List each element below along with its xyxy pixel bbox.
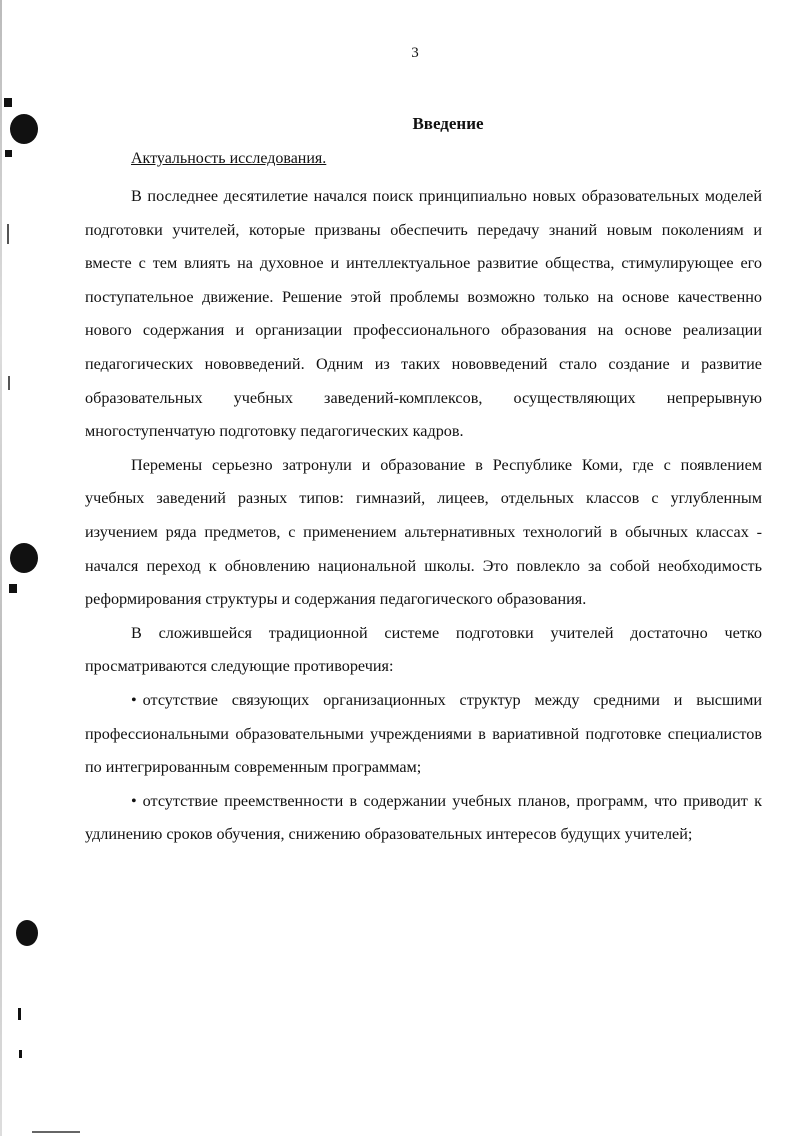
scan-hole-mark	[10, 543, 38, 573]
scan-artifact	[7, 224, 9, 244]
scan-artifact	[4, 98, 12, 107]
scan-hole-mark	[16, 920, 38, 946]
scan-edge-line	[0, 0, 2, 1136]
paragraph-3: В сложившейся традиционной системе подготовки учителей достаточно четко просматриваются следующие противоречия:	[85, 623, 762, 676]
page-number: 3	[411, 45, 419, 61]
scan-artifact	[19, 1050, 22, 1058]
bullet-item-2	[85, 785, 762, 852]
section-heading: Введение	[412, 114, 484, 133]
bullet-text: отсутствие преемственности в содержании учебных планов, программ, что приводит к удлинению сроков обучения, снижению образовательных интересов будущих учителей;	[85, 791, 762, 844]
bullet-marker: •	[131, 690, 137, 709]
bullet-item-1	[85, 684, 762, 785]
scan-artifact	[8, 376, 10, 390]
bullet-text: отсутствие связующих организационных структур между средними и высшими профессиональными образовательными учреждениями в вариативной подготовке специалистов по интегрированным современным программам;	[85, 690, 762, 777]
body-text	[85, 180, 762, 852]
paragraph-1: В последнее десятилетие начался поиск принципиально новых образовательных моделей подготовки учителей, которые призваны обеспечить передачу знаний новым поколениям и вместе с тем влиять на духовное и интеллектуальное развитие общества, стимулирующее его поступательное движение. Решение этой проблемы возможно только на основе качественно нового содержания и организации профессионального образования на основе реализации педагогических нововведений. Одним из таких нововведений стало создание и развитие образовательных учебных заведений-комплексов, осуществляющих непрерывную многоступенчатую подготовку педагогических кадров.	[85, 187, 762, 441]
bullet-marker: •	[131, 791, 137, 810]
scan-artifact	[18, 1008, 21, 1020]
scan-artifact	[9, 584, 17, 593]
paragraph-2: Перемены серьезно затронули и образование в Республике Коми, где с появлением учебных заведений разных типов: гимназий, лицеев, отдельных классов с углубленным изучением ряда предметов, с применением альтернативных технологий в обычных классах - начался переход к обновлению национальной школы. Это повлекло за собой необходимость реформирования структуры и содержания педагогического образования.	[85, 455, 762, 609]
scan-artifact	[5, 150, 12, 157]
section-subheading: Актуальность исследования.	[131, 150, 327, 167]
scan-bottom-line	[32, 1131, 80, 1133]
